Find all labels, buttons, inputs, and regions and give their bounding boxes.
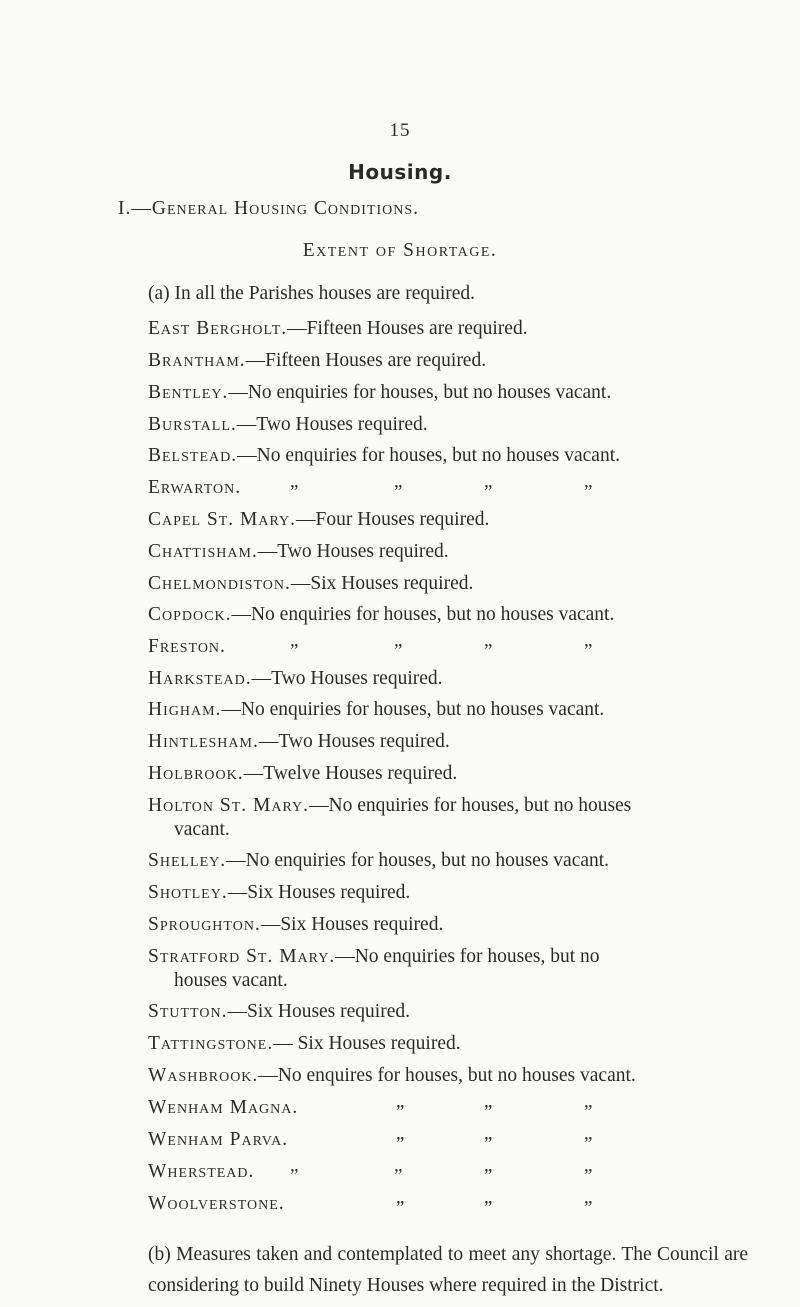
parish-status: —Two Houses required.: [257, 541, 449, 562]
parish-status: —Two Houses required.: [251, 668, 443, 689]
parish-status: —No enquiries for houses, but no houses vacant.: [231, 604, 615, 625]
ditto-mark: „: [484, 630, 493, 651]
parish-name: Shelley.: [148, 850, 227, 871]
parish-status-continued: houses vacant.: [174, 970, 288, 991]
parish-entry: [148, 1065, 636, 1087]
parish-status: —Six Houses required.: [290, 573, 474, 594]
parish-name: Tattingstone.: [148, 1033, 274, 1054]
parish-name: Wenham Parva.: [148, 1129, 289, 1150]
ditto-mark: „: [396, 1123, 405, 1144]
parish-name: Stutton.: [148, 1001, 228, 1022]
intro-line: (a) In all the Parishes houses are required.: [148, 283, 476, 304]
ditto-mark: „: [396, 1091, 405, 1112]
parish-entry: [148, 541, 449, 563]
parish-name: Holton St. Mary.: [148, 795, 310, 816]
ditto-mark: „: [584, 1091, 593, 1112]
parish-name: Harkstead.: [148, 668, 252, 689]
parish-name: Erwarton.: [148, 477, 242, 498]
parish-status: —Six Houses required.: [227, 882, 411, 903]
parish-name: Chattisham.: [148, 541, 258, 562]
parish-status: —No enquiries for houses, but no houses vacant.: [228, 382, 612, 403]
parish-status: —Two Houses required.: [258, 731, 450, 752]
ditto-mark: „: [584, 630, 593, 651]
parish-name: Higham.: [148, 699, 222, 720]
parish-entry: [148, 731, 450, 753]
parish-entry: [148, 1033, 461, 1055]
parish-entry: [148, 763, 457, 785]
parish-status: —Fifteen Houses are required.: [287, 318, 528, 339]
parish-name: Belstead.: [148, 445, 238, 466]
page-heading: Housing.: [348, 160, 452, 184]
parish-name: East Bergholt.: [148, 318, 288, 339]
parish-name: Shotley.: [148, 882, 228, 903]
parish-status: —No enquiries for houses, but no: [335, 946, 600, 967]
parish-entry: [148, 1001, 410, 1023]
ditto-mark: „: [484, 1187, 493, 1208]
ditto-mark: „: [484, 1091, 493, 1112]
parish-status: —No enquiries for houses, but no houses vacant.: [226, 850, 610, 871]
parish-status: —Two Houses required.: [236, 414, 428, 435]
parish-entry: [148, 604, 614, 626]
ditto-mark: „: [394, 471, 403, 492]
ditto-mark: „: [290, 471, 299, 492]
ditto-mark: „: [584, 1187, 593, 1208]
parish-name: Hintlesham.: [148, 731, 259, 752]
ditto-mark: „: [584, 1123, 593, 1144]
parish-entry: [148, 382, 611, 404]
parish-entry: [148, 445, 620, 467]
ditto-mark: „: [290, 1155, 299, 1176]
parish-entry: [148, 1129, 288, 1151]
parish-entry: [148, 882, 410, 904]
parish-entry: [148, 509, 489, 531]
parish-name: Burstall.: [148, 414, 237, 435]
parish-status: —Twelve Houses required.: [243, 763, 458, 784]
ditto-mark: „: [290, 630, 299, 651]
parish-name: Freston.: [148, 636, 226, 657]
parish-entry: [148, 795, 631, 817]
parish-entry: [148, 636, 226, 658]
parish-entry: [148, 1193, 285, 1215]
parish-status: —Fifteen Houses are required.: [245, 350, 487, 371]
parish-status: —No enquiries for houses, but no houses vacant.: [221, 699, 605, 720]
parish-status: —Six Houses required.: [227, 1001, 410, 1022]
parish-entry: [148, 1097, 298, 1119]
parish-entry: [148, 699, 604, 721]
parish-name: Stratford St. Mary.: [148, 946, 336, 967]
ditto-mark: „: [584, 1155, 593, 1176]
parish-name: Capel St. Mary.: [148, 509, 297, 530]
parish-status: — Six Houses required.: [273, 1033, 461, 1054]
section-title: I.—General Housing Conditions.: [118, 198, 419, 219]
parish-name: Sproughton.: [148, 914, 261, 935]
parish-name: Woolverstone.: [148, 1193, 285, 1214]
parish-entry: [148, 850, 609, 872]
ditto-mark: „: [484, 1123, 493, 1144]
parish-name: Wherstead.: [148, 1161, 255, 1182]
page-number: 15: [389, 120, 411, 141]
parish-status: —Six Houses required.: [260, 914, 444, 935]
measures-paragraph: [148, 1239, 748, 1301]
parish-status-continued: vacant.: [174, 819, 230, 840]
parish-entry: [148, 350, 486, 372]
ditto-mark: „: [484, 471, 493, 492]
parish-status: —Four Houses required.: [296, 509, 490, 530]
parish-entry: [148, 1161, 254, 1183]
parish-entry: [148, 946, 600, 968]
ditto-mark: „: [396, 1187, 405, 1208]
ditto-mark: „: [584, 471, 593, 492]
parish-entry: [148, 477, 241, 499]
parish-name: Brantham.: [148, 350, 246, 371]
ditto-mark: „: [394, 630, 403, 651]
ditto-mark: „: [484, 1155, 493, 1176]
measures-body: Measures taken and contemplated to meet any shortage. The Council are considering to build Ninety Houses where required in the District.: [148, 1244, 748, 1296]
measures-text: (b): [148, 1244, 171, 1265]
parish-name: Chelmondiston.: [148, 573, 291, 594]
parish-status: —No enquiries for houses, but no houses: [309, 795, 632, 816]
subtitle: Extent of Shortage.: [302, 240, 498, 261]
ditto-mark: „: [394, 1155, 403, 1176]
parish-status: —No enquiries for houses, but no houses vacant.: [237, 445, 620, 466]
parish-entry: [148, 414, 428, 436]
parish-name: Wenham Magna.: [148, 1097, 299, 1118]
parish-entry: [148, 668, 443, 690]
parish-status: —No enquires for houses, but no houses vacant.: [258, 1065, 636, 1086]
parish-name: Holbrook.: [148, 763, 244, 784]
parish-name: Copdock.: [148, 604, 232, 625]
parish-entry: [148, 914, 443, 936]
parish-entry: [148, 573, 473, 595]
parish-name: Washbrook.: [148, 1065, 259, 1086]
parish-entry: [148, 318, 528, 340]
parish-name: Bentley.: [148, 382, 229, 403]
